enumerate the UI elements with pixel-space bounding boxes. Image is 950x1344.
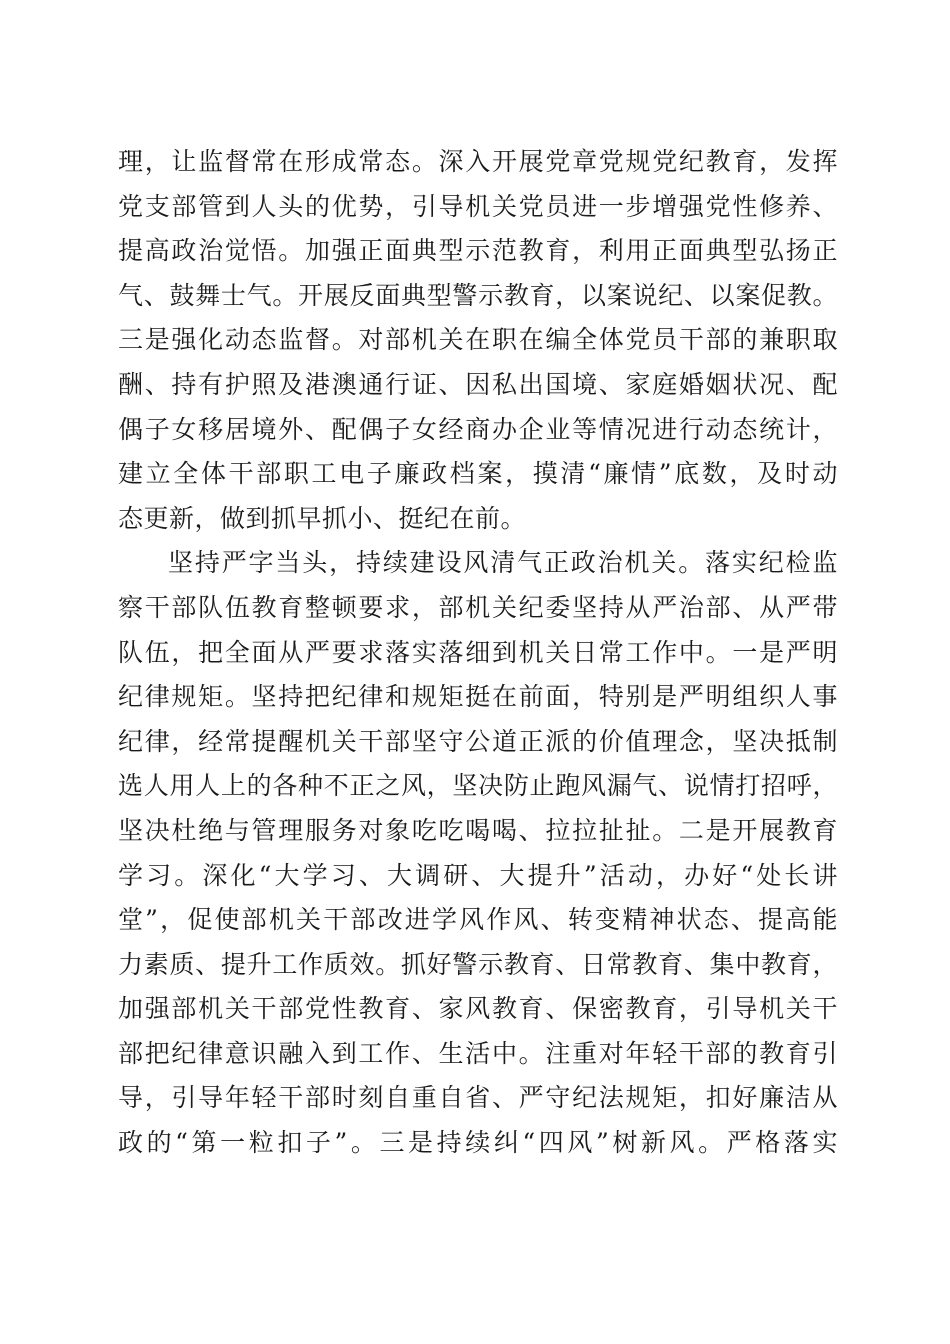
text-line: 纪律规矩。坚持把纪律和规矩挺在前面，特别是严明组织人事 — [118, 682, 838, 712]
text-line: 导，引导年轻干部时刻自重自省、严守纪法规矩，扣好廉洁从 — [118, 1083, 838, 1113]
text-line: 部把纪律意识融入到工作、生活中。注重对年轻干部的教育引 — [118, 1038, 838, 1068]
paragraph-2 — [118, 541, 838, 1165]
text-line: 学习。深化“大学习、大调研、大提升”活动，办好“处长讲 — [118, 860, 838, 890]
text-line: 坚持严字当头，持续建设风清气正政治机关。落实纪检监 — [168, 548, 838, 578]
text-line: 理，让监督常在形成常态。深入开展党章党规党纪教育，发挥 — [118, 147, 838, 176]
text-line: 队伍，把全面从严要求落实落细到机关日常工作中。一是严明 — [118, 637, 838, 667]
text-line: 选人用人上的各种不正之风，坚决防止跑风漏气、说情打招呼， — [118, 771, 838, 801]
document-body — [118, 140, 838, 1166]
paragraph-1 — [118, 140, 838, 541]
text-line: 气、鼓舞士气。开展反面典型警示教育，以案说纪、以案促教。 — [118, 280, 838, 310]
text-line: 加强部机关干部党性教育、家风教育、保密教育，引导机关干 — [118, 994, 838, 1024]
text-line: 三是强化动态监督。对部机关在职在编全体党员干部的兼职取 — [118, 325, 838, 355]
text-line: 察干部队伍教育整顿要求，部机关纪委坚持从严治部、从严带 — [118, 592, 838, 622]
text-line: 政的“第一粒扣子”。三是持续纠“四风”树新风。严格落实 — [118, 1128, 838, 1158]
text-line: 态更新，做到抓早抓小、挺纪在前。 — [118, 503, 527, 533]
text-line: 偶子女移居境外、配偶子女经商办企业等情况进行动态统计， — [118, 414, 838, 444]
text-line: 坚决杜绝与管理服务对象吃吃喝喝、拉拉扯扯。二是开展教育 — [118, 815, 838, 845]
text-line: 堂”，促使部机关干部改进学风作风、转变精神状态、提高能 — [118, 905, 838, 935]
text-line: 提高政治觉悟。加强正面典型示范教育，利用正面典型弘扬正 — [118, 236, 838, 266]
text-line: 酬、持有护照及港澳通行证、因私出国境、家庭婚姻状况、配 — [118, 369, 838, 399]
text-line: 力素质、提升工作质效。抓好警示教育、日常教育、集中教育， — [118, 949, 838, 979]
text-line: 纪律，经常提醒机关干部坚守公道正派的价值理念，坚决抵制 — [118, 726, 838, 756]
text-line: 建立全体干部职工电子廉政档案，摸清“廉情”底数，及时动 — [118, 459, 838, 489]
text-line: 党支部管到人头的优势，引导机关党员进一步增强党性修养、 — [118, 191, 838, 221]
